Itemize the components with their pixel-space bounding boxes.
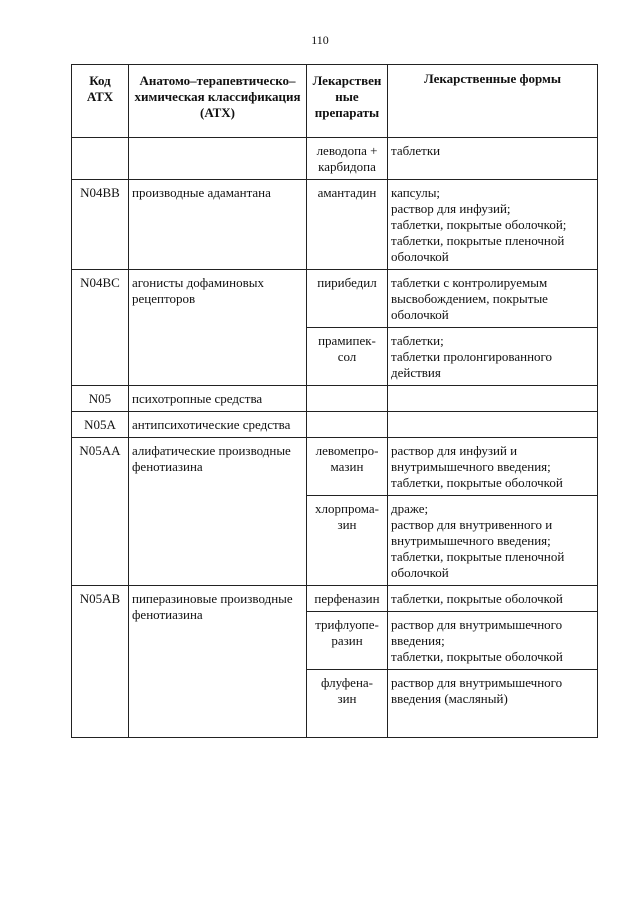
table-header-row <box>72 65 598 138</box>
dosage-forms: раствор для внутримышечного введения; таблетки, покрытые оболочкой <box>388 612 598 670</box>
header-drugs: Лекарствен ные препараты <box>307 65 388 138</box>
atc-classification: психотропные средства <box>129 386 307 412</box>
atc-code: N05A <box>72 412 129 438</box>
atc-classification: производные адамантана <box>129 180 307 270</box>
atc-table <box>71 64 598 738</box>
page-number: 110 <box>311 33 329 47</box>
dosage-forms <box>388 412 598 438</box>
table-row <box>72 438 598 496</box>
drug-name: трифлуопе- разин <box>307 612 388 670</box>
atc-code <box>72 138 129 180</box>
atc-classification: алифатические производные фенотиазина <box>129 438 307 586</box>
atc-classification: пиперазиновые производные фенотиазина <box>129 586 307 738</box>
drug-name: пирибедил <box>307 270 388 328</box>
table-row <box>72 386 598 412</box>
table-row <box>72 180 598 270</box>
dosage-forms <box>388 386 598 412</box>
header-classification: Анатомо–терапевтическо–химическая классификация (АТХ) <box>129 65 307 138</box>
drug-name: прамипек- сол <box>307 328 388 386</box>
dosage-forms: раствор для инфузий и внутримышечного введения; таблетки, покрытые оболочкой <box>388 438 598 496</box>
header-code: Код АТХ <box>72 65 129 138</box>
table-row <box>72 270 598 328</box>
table-row <box>72 412 598 438</box>
drug-name: хлорпрома- зин <box>307 496 388 586</box>
atc-code: N04BC <box>72 270 129 386</box>
atc-classification <box>129 138 307 180</box>
dosage-forms: драже; раствор для внутривенного и внутримышечного введения; таблетки, покрытые пленочной оболочкой <box>388 496 598 586</box>
atc-classification: антипсихотические средства <box>129 412 307 438</box>
drug-name <box>307 412 388 438</box>
drug-name: перфеназин <box>307 586 388 612</box>
table-row <box>72 138 598 180</box>
atc-code: N05 <box>72 386 129 412</box>
table-row <box>72 586 598 612</box>
dosage-forms: таблетки, покрытые оболочкой <box>388 586 598 612</box>
dosage-forms: таблетки <box>388 138 598 180</box>
drug-name: левомепро- мазин <box>307 438 388 496</box>
dosage-forms: капсулы; раствор для инфузий; таблетки, покрытые оболочкой; таблетки, покрытые пленочной оболочкой <box>388 180 598 270</box>
drug-name <box>307 386 388 412</box>
drug-name: флуфена- зин <box>307 670 388 738</box>
dosage-forms: таблетки с контролируемым высвобождением, покрытые оболочкой <box>388 270 598 328</box>
atc-classification: агонисты дофаминовых рецепторов <box>129 270 307 386</box>
dosage-forms: раствор для внутримышечного введения (масляный) <box>388 670 598 738</box>
dosage-forms: таблетки; таблетки пролонгированного действия <box>388 328 598 386</box>
atc-code: N04BB <box>72 180 129 270</box>
drug-name: амантадин <box>307 180 388 270</box>
drug-name: леводопа + карбидопа <box>307 138 388 180</box>
header-forms: Лекарственные формы <box>388 65 598 138</box>
atc-code: N05AB <box>72 586 129 738</box>
atc-code: N05AA <box>72 438 129 586</box>
